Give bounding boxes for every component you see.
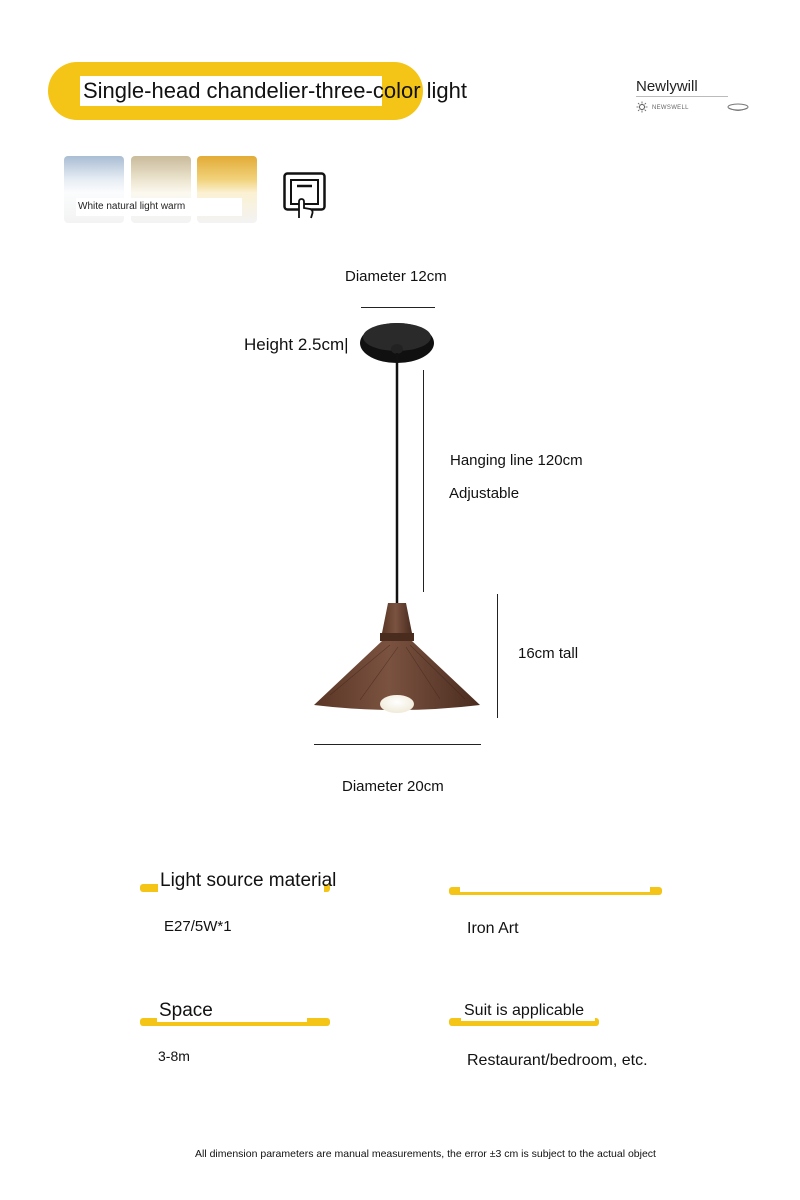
light-source-label: Light source material [160, 870, 337, 891]
pendant-lamp-illustration [300, 315, 500, 715]
base-diameter-line [361, 307, 435, 308]
page-title: Single-head chandelier-three-color light [83, 78, 468, 103]
applicable-value: Restaurant/bedroom, etc. [467, 1052, 648, 1069]
hanging-line-marker [423, 370, 424, 592]
brand-subtitle: NEWSWELL [652, 105, 689, 111]
shade-height-label: 16cm tall [518, 645, 579, 662]
light-source-value: E27/5W*1 [164, 918, 232, 935]
color-temperature-label: White natural light warm [78, 201, 186, 212]
base-height-label: Height 2.5cm| [244, 335, 349, 354]
shade-height-marker [497, 594, 498, 718]
space-label: Space [159, 1000, 213, 1021]
material-value: Iron Art [467, 920, 519, 937]
measurement-disclaimer: All dimension parameters are manual measurements, the error ±3 cm is subject to the actual object [195, 1148, 656, 1160]
applicable-label: Suit is applicable [464, 1002, 585, 1019]
brand-logo-text: Newlywill [636, 78, 698, 95]
sun-icon [636, 101, 648, 113]
brand-divider [636, 96, 728, 97]
adjustable-label: Adjustable [449, 485, 520, 502]
shade-diameter-label: Diameter 20cm [342, 778, 444, 795]
spec-label-background [460, 878, 650, 892]
wall-switch-icon [283, 172, 327, 220]
hanging-line-label: Hanging line 120cm [450, 452, 583, 469]
ceiling-lamp-icon [726, 102, 750, 114]
base-diameter-label: Diameter 12cm [345, 268, 447, 285]
shade-diameter-line [314, 744, 481, 745]
space-value: 3-8m [158, 1048, 190, 1064]
